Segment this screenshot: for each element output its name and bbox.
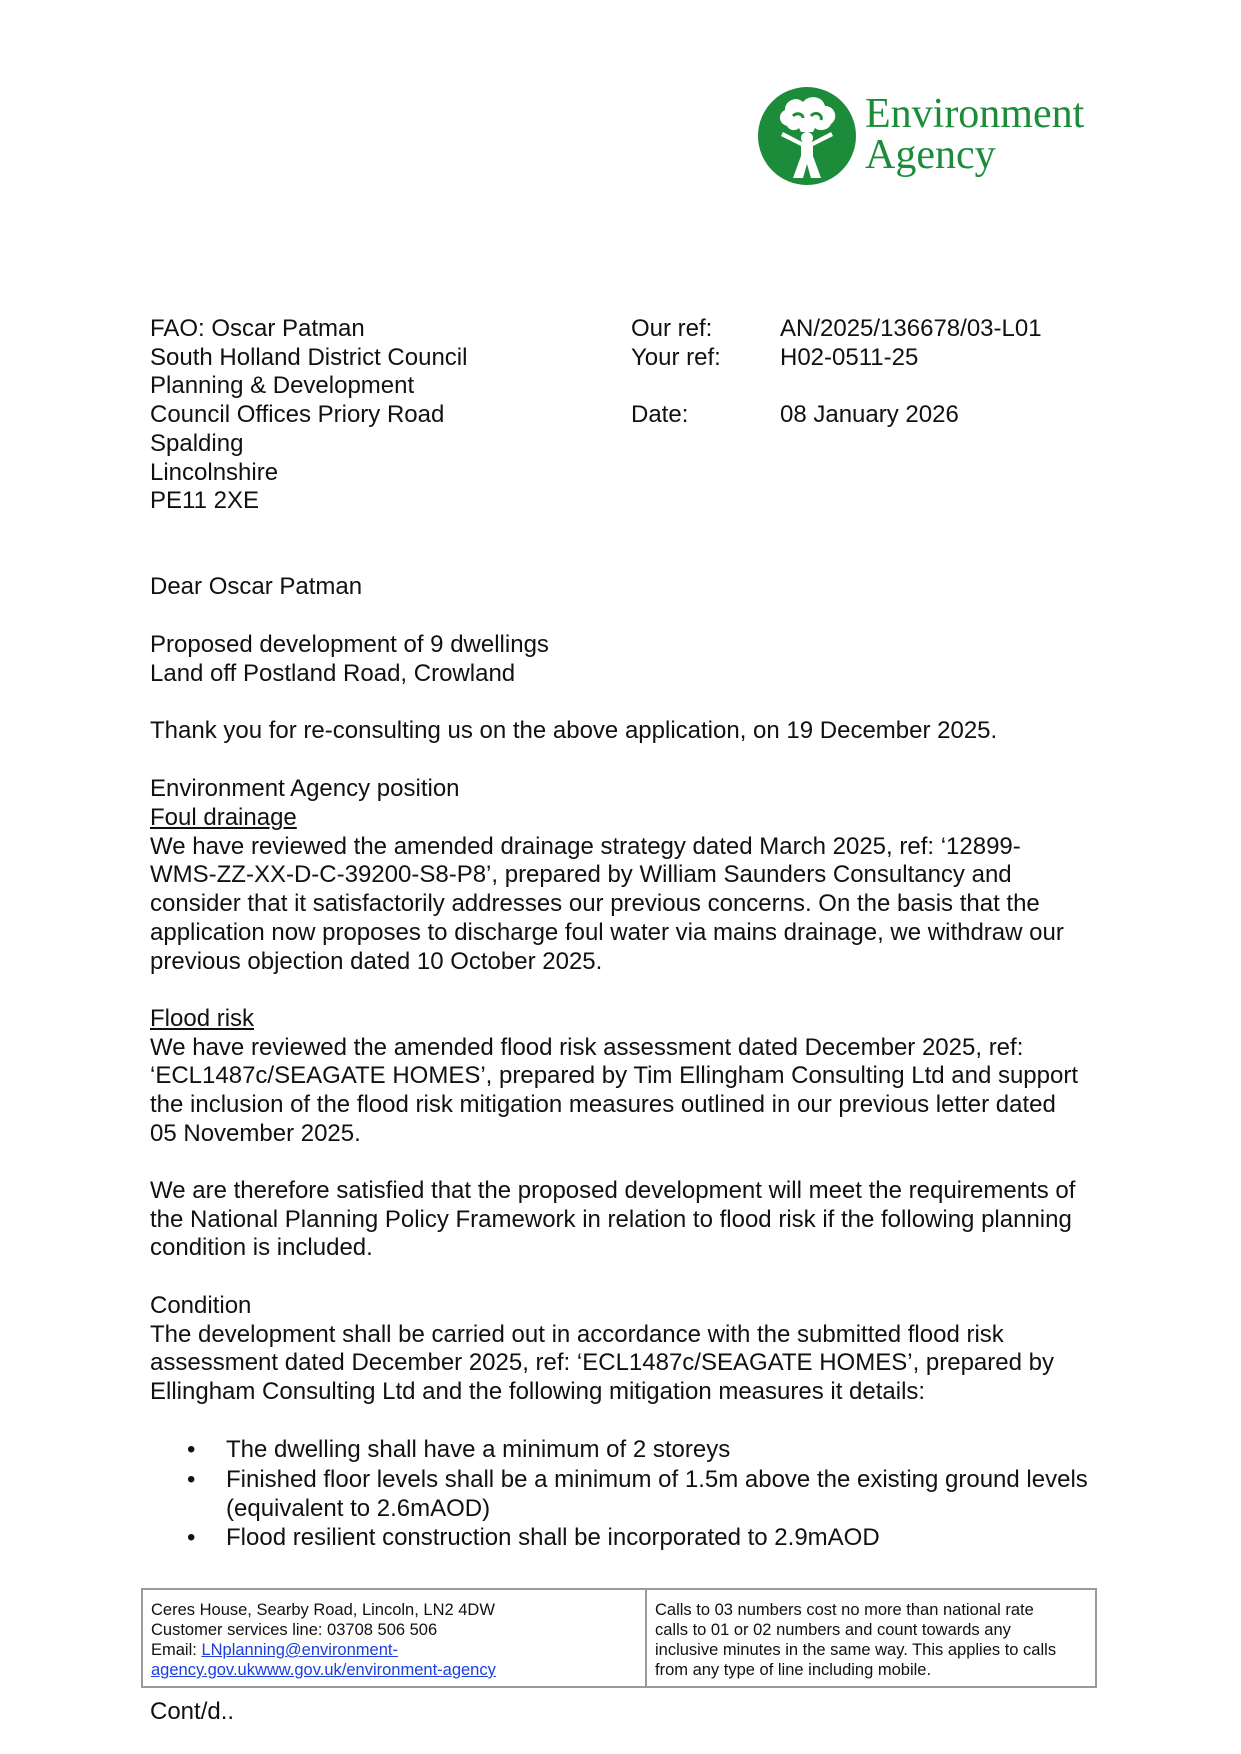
foul-line-2: WMS-ZZ-XX-D-C-39200-S8-P8’, prepared by William Saunders Consultancy and: [150, 861, 1012, 889]
foul-line-4: application now proposes to discharge foul water via mains drainage, we withdraw our: [150, 918, 1064, 946]
condition-section: [150, 1292, 1054, 1407]
list-item-floor-levels: Finished floor levels shall be a minimum of 1.5m above the existing ground levels: [226, 1466, 1088, 1493]
flood-line-3: the inclusion of the flood risk mitigation measures outlined in our previous letter dated: [150, 1091, 1056, 1119]
intro-paragraph: Thank you for re-consulting us on the above application, on 19 December 2025.: [150, 717, 998, 744]
footer-phone: Customer services line: 03708 506 506: [151, 1621, 438, 1639]
salutation: Dear Oscar Patman: [150, 573, 363, 600]
foul-line-5: previous objection dated 10 October 2025.: [150, 947, 603, 975]
address-line-street: Council Offices Priory Road: [150, 401, 445, 429]
footer-email-row: [151, 1640, 496, 1660]
footer-address: Ceres House, Searby Road, Lincoln, LN2 4DW: [151, 1601, 495, 1619]
ref-our-value: AN/2025/136678/03-L01: [780, 315, 1042, 342]
condition-line-3: Ellingham Consulting Ltd and the following mitigation measures it details:: [150, 1378, 926, 1406]
satisfied-line-1: We are therefore satisfied that the proposed development will meet the requirements of: [150, 1177, 1076, 1204]
footer-note-line-2: calls to 01 or 02 numbers and count towards any: [655, 1621, 1011, 1639]
address-line-postcode: PE11 2XE: [150, 487, 259, 515]
tree-person-icon: [757, 86, 857, 186]
list-item-resilient: Flood resilient construction shall be incorporated to 2.9mAOD: [226, 1524, 880, 1551]
ref-your-label: Your ref:: [631, 344, 721, 371]
bullet-icon: •: [187, 1524, 196, 1551]
footer-note-line-3: inclusive minutes in the same way. This applies to calls: [655, 1641, 1057, 1659]
footer-email-label: Email:: [151, 1641, 202, 1659]
list-item-storeys: The dwelling shall have a minimum of 2 storeys: [226, 1436, 731, 1463]
footer-note-line-1: Calls to 03 numbers cost no more than national rate: [655, 1601, 1034, 1619]
footer-note-line-4: from any type of line including mobile.: [655, 1661, 932, 1679]
condition-line-1: The development shall be carried out in accordance with the submitted flood risk: [150, 1320, 1004, 1348]
list-item-floor-levels-cont: (equivalent to 2.6mAOD): [226, 1495, 491, 1522]
bullet-icon: •: [187, 1466, 196, 1493]
flood-line-4: 05 November 2025.: [150, 1119, 361, 1147]
logo-line-agency: Agency: [865, 132, 996, 178]
logo-line-environment: Environment: [865, 91, 1085, 137]
foul-drainage-heading: Foul drainage: [150, 804, 297, 831]
address-line-county: Lincolnshire: [150, 458, 279, 486]
footer-left: [151, 1600, 496, 1680]
environment-agency-logo: [757, 86, 1117, 190]
continued-note: Cont/d..: [150, 1698, 235, 1725]
foul-drainage-section: [150, 804, 1064, 976]
address-line-council: South Holland District Council: [150, 343, 468, 371]
footer-contact-box: [141, 1588, 1097, 1688]
subject-line-1: Proposed development of 9 dwellings: [150, 631, 549, 658]
flood-line-2: ‘ECL1487c/SEAGATE HOMES’, prepared by Tim Ellingham Consulting Ltd and support: [150, 1062, 1079, 1090]
footer-divider: [645, 1590, 647, 1686]
footer-right: [655, 1600, 1056, 1680]
flood-risk-heading: Flood risk: [150, 1005, 255, 1032]
condition-heading: Condition: [150, 1292, 252, 1319]
position-heading: Environment Agency position: [150, 775, 460, 802]
ref-your-value: H02-0511-25: [780, 344, 919, 371]
bullet-icon: •: [187, 1436, 196, 1463]
address-line-town: Spalding: [150, 429, 244, 457]
satisfied-line-2: the National Planning Policy Framework in relation to flood risk if the following planning: [150, 1205, 1072, 1233]
flood-risk-section: [150, 1005, 1078, 1149]
mitigation-list: [150, 1436, 1150, 1556]
foul-line-3: consider that it satisfactorily addresses our previous concerns. On the basis that the: [150, 890, 1040, 918]
ref-our-label: Our ref:: [631, 315, 713, 342]
foul-line-1: We have reviewed the amended drainage strategy dated March 2025, ref: ‘12899-: [150, 832, 1021, 860]
satisfied-paragraph: [150, 1177, 1075, 1263]
address-line-fao: FAO: Oscar Patman: [150, 315, 365, 342]
satisfied-line-3: condition is included.: [150, 1234, 373, 1262]
footer-email-link[interactable]: LNplanning@environment-: [201, 1641, 398, 1659]
date-label: Date:: [631, 401, 689, 428]
date-value: 08 January 2026: [780, 401, 959, 428]
address-line-dept: Planning & Development: [150, 372, 415, 400]
condition-line-2: assessment dated December 2025, ref: ‘ECL1487c/SEAGATE HOMES’, prepared by: [150, 1349, 1054, 1377]
subject-line-2: Land off Postland Road, Crowland: [150, 660, 516, 687]
address-block: [150, 315, 467, 516]
flood-line-1: We have reviewed the amended flood risk assessment dated December 2025, ref:: [150, 1033, 1024, 1061]
footer-website-link[interactable]: agency.gov.ukwww.gov.uk/environment-agency: [151, 1661, 496, 1679]
